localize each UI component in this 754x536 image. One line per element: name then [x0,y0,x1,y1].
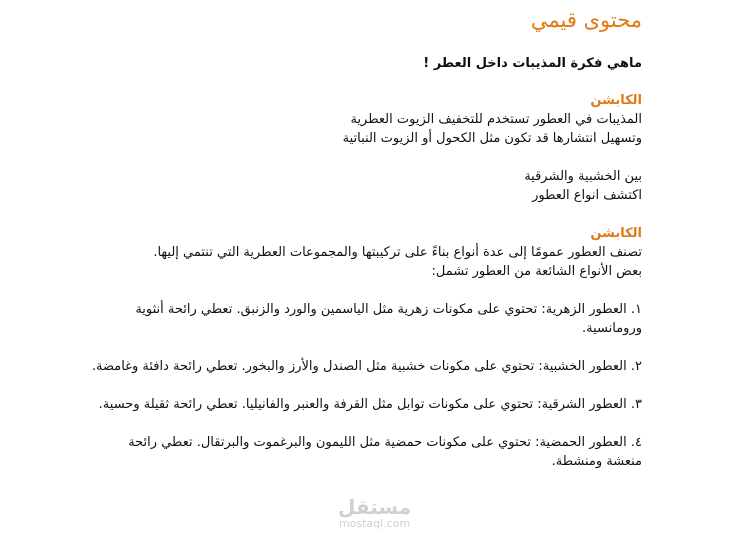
caption2-intro-2: بعض الأنواع الشائعة من العطور تشمل: [431,264,642,279]
perfume-type-oriental: ٣. العطور الشرقية: تحتوي على مكونات توابل مثل القرفة والعنبر والفانيليا. تعطي رائحة ثقيلة وحسية. [98,397,642,412]
section2-line-2: اكتشف انواع العطور [532,188,642,203]
watermark-main: مستقل [338,495,412,519]
caption2-intro-1: تصنف العطور عمومًا إلى عدة أنواع بناءً على تركيبتها والمجموعات العطرية التي تنتمي إليها. [153,245,642,260]
caption-label-1: الكابشن [590,93,642,108]
spacer [90,148,642,167]
page-title: محتوى قيمي [530,8,642,32]
question-line: ماهي فكرة المذيبات داخل العطر ! [423,56,642,71]
caption-label-2: الكابشن [590,226,642,241]
spacer [90,205,642,224]
caption1-line-2: وتسهيل انتشارها قد تكون مثل الكحول أو الزيوت النباتية [342,131,642,146]
perfume-type-citrus: ٤. العطور الحمضية: تحتوي على مكونات حمضية مثل الليمون والبرغموت والبرتقال. تعطي رائحة منعشة ومنشطة. [128,435,642,469]
watermark-sub: mostaql.com [338,517,411,530]
spacer [90,281,642,300]
section2-line-1: بين الخشبية والشرقية [524,169,642,184]
perfume-type-floral: ١. العطور الزهرية: تحتوي على مكونات زهرية مثل الياسمين والورد والزنبق. تعطي رائحة أنثوية ورومانسية. [135,302,642,336]
perfume-type-woody: ٢. العطور الخشبية: تحتوي على مكونات خشبية مثل الصندل والأرز والبخور. تعطي رائحة دافئة وغامضة. [91,359,642,374]
caption1-line-1: المذيبات في العطور تستخدم للتخفيف الزيوت العطرية [350,112,642,127]
